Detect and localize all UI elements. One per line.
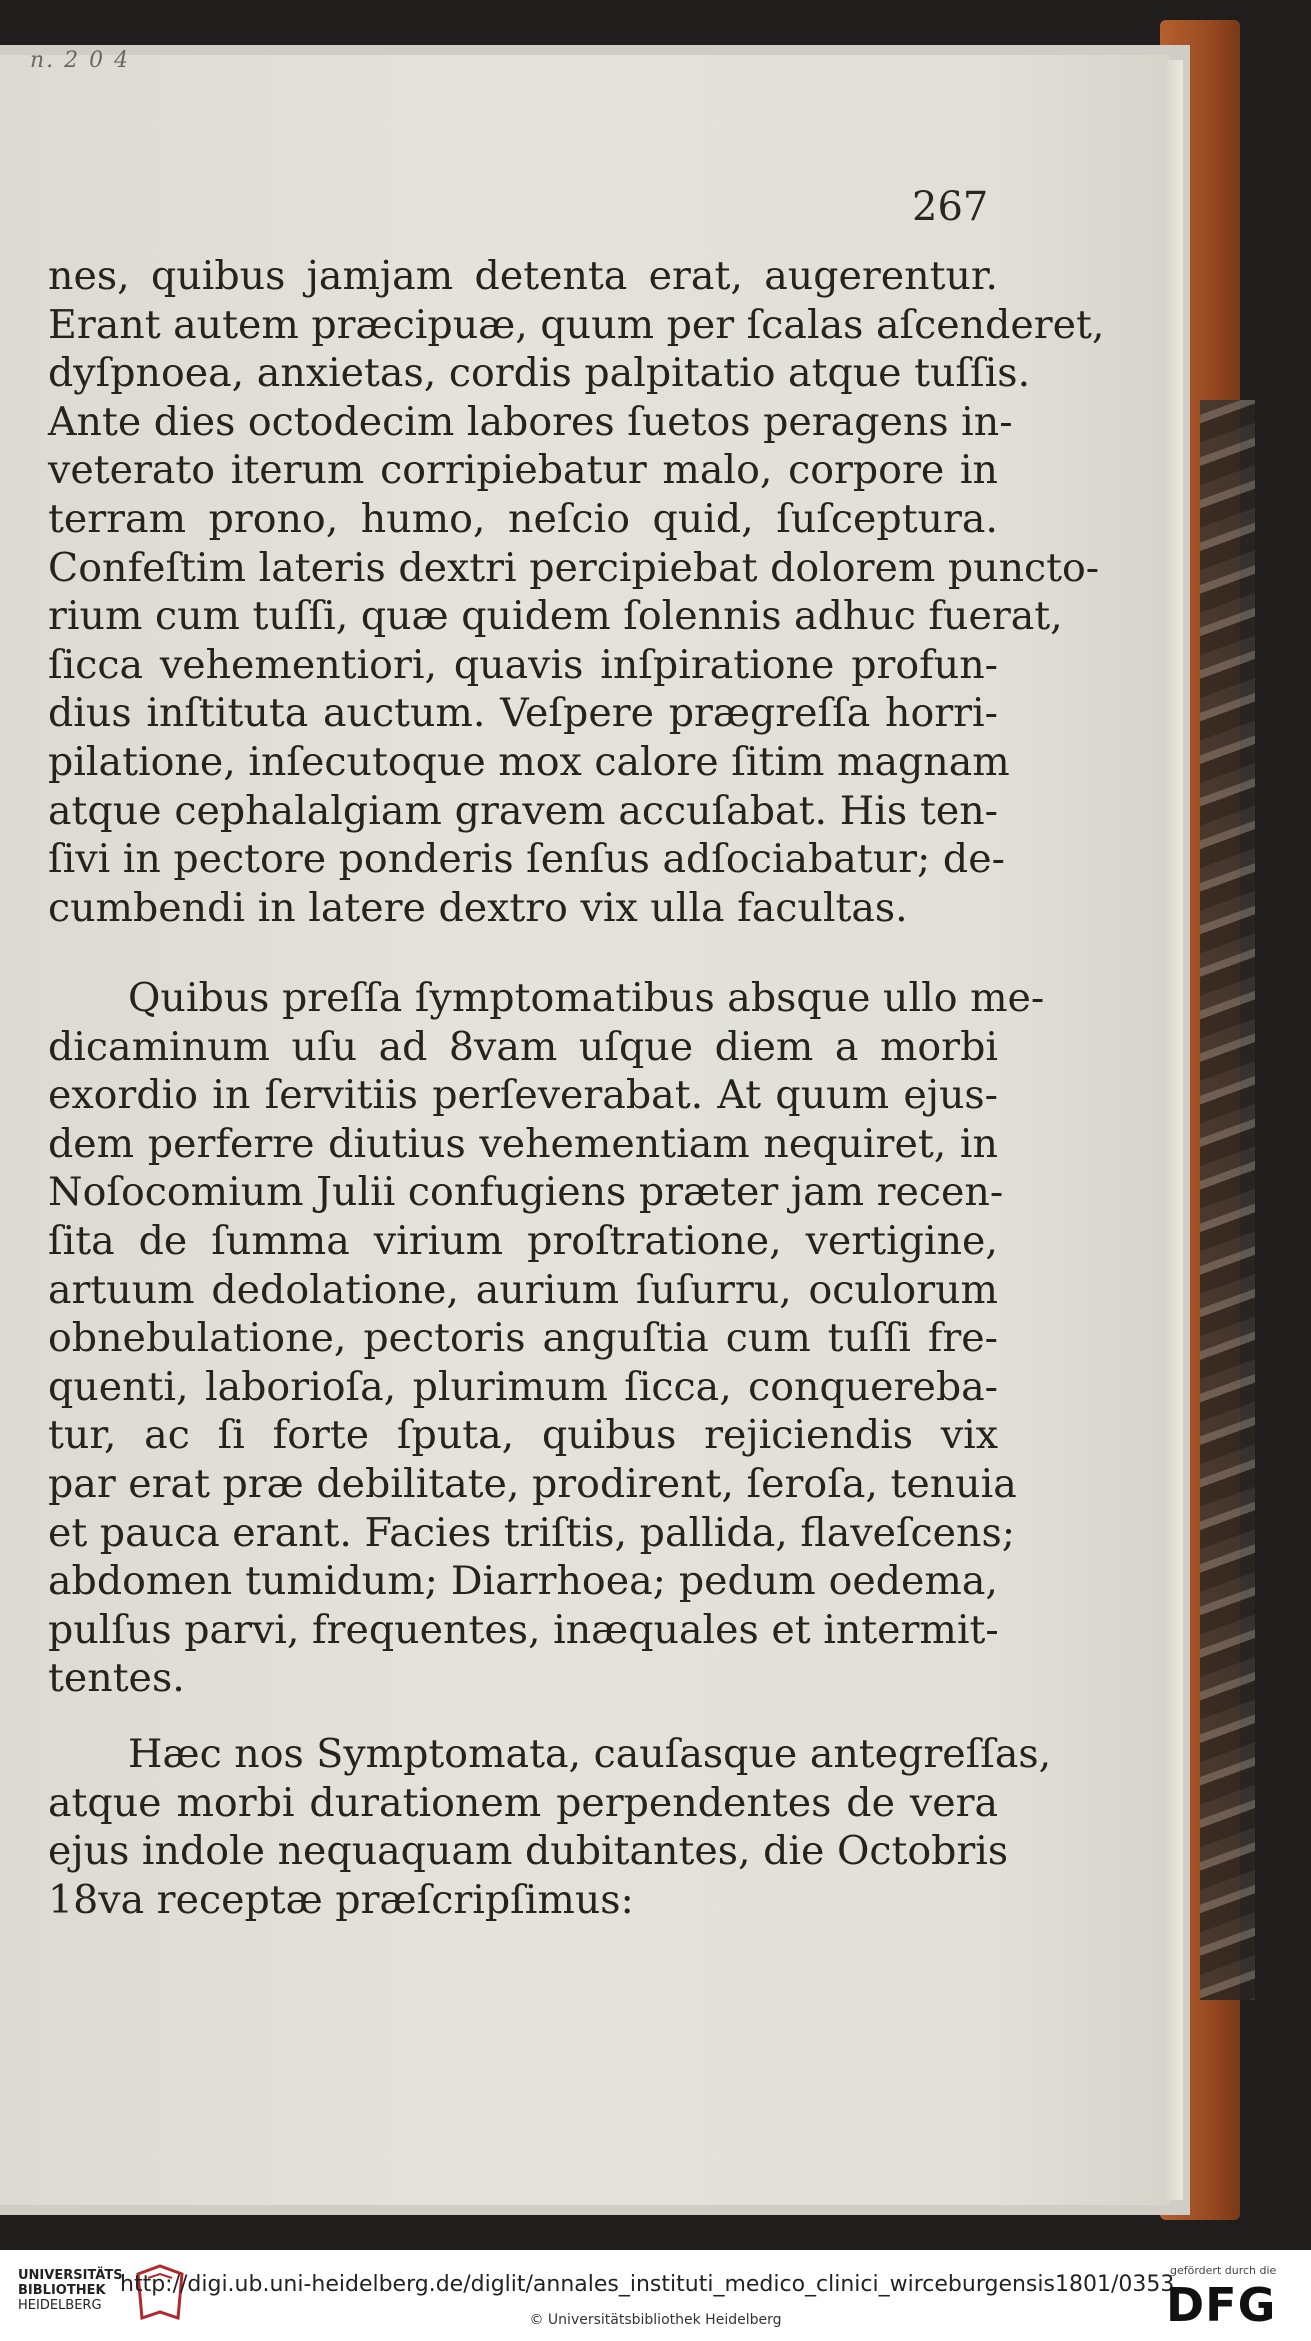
text-line: atque cephalalgiam gravem accuſabat. His ten-: [48, 787, 998, 834]
paragraph-2: [48, 974, 1045, 1703]
paragraph-1: [48, 252, 1105, 932]
text-line: par erat præ debilitate, prodirent, ſeroſa, tenuia: [48, 1460, 1017, 1507]
funder-logo: DFG: [1166, 2278, 1277, 2332]
text-line: Noſocomium Julii confugiens præter jam recen-: [48, 1169, 1004, 1216]
text-line: tentes.: [48, 1655, 185, 1702]
handwritten-margin-note: n. 2 0 4: [30, 48, 131, 73]
text-line: et pauca erant. Facies triſtis, pallida, flaveſcens;: [48, 1509, 1016, 1556]
text-line: obnebulatione, pectoris anguſtia cum tuſſi fre-: [48, 1315, 998, 1362]
text-line: Ante dies octodecim labores ſuetos peragens in-: [48, 398, 1013, 445]
text-line: artuum dedolatione, aurium ſuſurru, oculorum: [48, 1266, 998, 1313]
attribution-footer: [0, 2250, 1311, 2341]
permalink[interactable]: http://digi.ub.uni-heidelberg.de/diglit/annales_instituti_medico_clinici_wirceburgensis1801/0353: [120, 2272, 1175, 2297]
library-name-line1: UNIVERSITÄTS: [18, 2268, 123, 2283]
text-line: dius inſtituta auctum. Veſpere prægreſſa horri-: [48, 690, 998, 737]
text-line: rium cum tuſſi, quæ quidem ſolennis adhuc fuerat,: [48, 593, 1063, 640]
text-line: cumbendi in latere dextro vix ulla facultas.: [48, 884, 908, 931]
text-line: nes, quibus jamjam detenta erat, augerentur.: [48, 253, 998, 299]
text-line: quenti, laborioſa, plurimum ſicca, conquereba-: [48, 1363, 998, 1410]
text-line: 18va receptæ præſcripſimus:: [48, 1876, 634, 1923]
page-number: 267: [912, 184, 989, 230]
marbled-endpaper: [1200, 400, 1255, 2000]
text-line: ſita de ſumma virium proſtratione, vertigine,: [48, 1217, 998, 1264]
funder-label: gefördert durch die: [1170, 2264, 1277, 2277]
text-line: exordio in ſervitiis perſeverabat. At quum ejus-: [48, 1072, 998, 1119]
text-line: abdomen tumidum; Diarrhoea; pedum oedema,: [48, 1558, 998, 1605]
text-line: tur, ac ſi forte ſputa, quibus rejiciendis vix: [48, 1412, 998, 1459]
text-line: Erant autem præcipuæ, quum per ſcalas aſcenderet,: [48, 301, 1105, 348]
text-line: dem perferre diutius vehementiam nequiret, in: [48, 1120, 998, 1167]
text-line: Confeſtim lateris dextri percipiebat dolorem puncto-: [48, 544, 1100, 591]
paragraph-3: [48, 1730, 1052, 1924]
page-edge: [1165, 60, 1183, 2200]
text-line: dicaminum uſu ad 8vam uſque diem a morbi: [48, 1023, 998, 1070]
text-line: pulſus parvi, frequentes, inæquales et intermit-: [48, 1606, 999, 1653]
text-line: Hæc nos Symptomata, cauſasque antegreſſas,: [128, 1731, 1052, 1777]
library-name-line2: BIBLIOTHEK: [18, 2283, 106, 2298]
text-line: Quibus preſſa ſymptomatibus absque ullo me-: [128, 975, 1045, 1021]
text-line: pilatione, inſecutoque mox calore ſitim magnam: [48, 738, 1010, 785]
library-name-line3: HEIDELBERG: [18, 2298, 102, 2313]
text-line: ſivi in pectore ponderis ſenſus adſociabatur; de-: [48, 836, 1005, 883]
text-line: dyſpnoea, anxietas, cordis palpitatio atque tuſſis.: [48, 350, 1031, 397]
text-line: veterato iterum corripiebatur malo, corpore in: [48, 447, 998, 494]
text-line: terram prono, humo, neſcio quid, ſuſceptura.: [48, 495, 998, 542]
text-line: ejus indole nequaquam dubitantes, die Octobris: [48, 1828, 1009, 1875]
library-logo: [18, 2268, 123, 2313]
copyright-notice: © Universitätsbibliothek Heidelberg: [529, 2312, 782, 2328]
text-line: atque morbi durationem perpendentes de vera: [48, 1779, 998, 1826]
text-line: ſicca vehementiori, quavis inſpiratione profun-: [48, 641, 998, 688]
